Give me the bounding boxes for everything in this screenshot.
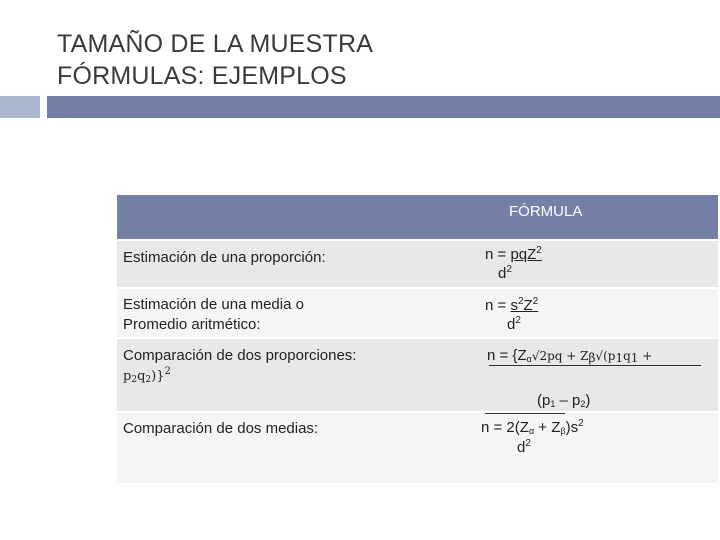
formula-numerator bbox=[481, 418, 584, 437]
table-row bbox=[117, 289, 718, 337]
table-row bbox=[117, 339, 718, 411]
num-b-exp: 2 bbox=[532, 296, 539, 307]
cont-p: p bbox=[123, 369, 132, 384]
p1-sub: 1 bbox=[615, 351, 624, 365]
formula-num bbox=[510, 246, 541, 263]
accent-bar-left bbox=[0, 96, 40, 118]
den-text: d bbox=[498, 265, 507, 282]
formula-lhs: n = bbox=[485, 246, 511, 263]
row-label: Comparación de dos medias: bbox=[123, 420, 319, 437]
accent-bar-right bbox=[47, 96, 720, 118]
formula-denominator bbox=[537, 391, 590, 410]
cont-p-sub: 2 bbox=[131, 375, 138, 385]
row-label: Estimación de una proporción: bbox=[123, 249, 326, 266]
z-alpha-sub: α bbox=[526, 354, 532, 364]
row-label-continuation bbox=[123, 367, 171, 387]
title-line-2: FÓRMULAS: EJEMPLOS bbox=[57, 62, 347, 90]
fraction-line bbox=[489, 365, 701, 366]
row-label-line-1: Comparación de dos proporciones: bbox=[123, 347, 357, 364]
z-beta-sub: β bbox=[560, 426, 566, 436]
sqrt-p1q1: √(p bbox=[595, 349, 616, 363]
den-mid: – p bbox=[555, 392, 581, 409]
den-text: d bbox=[507, 316, 516, 333]
formula-denominator bbox=[498, 264, 512, 283]
formula-denominator bbox=[507, 315, 521, 334]
cont-close: )} bbox=[151, 369, 165, 384]
formula-numerator bbox=[487, 346, 652, 366]
z-text: Z bbox=[551, 419, 561, 436]
tail-text: )s bbox=[565, 419, 579, 436]
den-exp: 2 bbox=[506, 264, 512, 275]
row-label-line-2: Promedio aritmético: bbox=[123, 316, 261, 333]
z-beta-sub: β bbox=[588, 351, 596, 365]
den-close: ) bbox=[585, 392, 591, 409]
cont-q-sub: 2 bbox=[145, 375, 152, 385]
den-p2-sub: 2 bbox=[580, 399, 586, 409]
formula-lhs: n = 2(Z bbox=[481, 419, 529, 436]
formula-table bbox=[117, 195, 718, 456]
table-header bbox=[117, 195, 718, 239]
header-formula-label: FÓRMULA bbox=[509, 203, 583, 220]
row-label-line-1: Estimación de una media o bbox=[123, 296, 304, 313]
plus-sign: + bbox=[638, 349, 653, 363]
formula-numerator bbox=[485, 296, 538, 315]
formula-lhs: n = bbox=[485, 297, 511, 314]
plus-sign: + bbox=[534, 419, 552, 436]
sqrt-2pq: √2pq + Z bbox=[531, 349, 589, 363]
formula-numerator bbox=[485, 245, 542, 264]
den-p1-sub: 1 bbox=[550, 399, 556, 409]
den-text: d bbox=[517, 439, 526, 456]
title-line-1: TAMAÑO DE LA MUESTRA bbox=[57, 30, 374, 58]
z-alpha-sub: α bbox=[528, 426, 535, 436]
q1-sub: 1 bbox=[630, 351, 639, 365]
den-exp: 2 bbox=[525, 438, 531, 449]
table-row bbox=[117, 413, 718, 483]
cont-q: q bbox=[137, 369, 146, 384]
slide-title bbox=[57, 28, 373, 92]
formula-num bbox=[510, 297, 538, 314]
table-row bbox=[117, 241, 718, 287]
den-open: (p bbox=[537, 392, 551, 409]
q-text: q bbox=[623, 349, 631, 363]
formula-lhs: n = {Z bbox=[487, 347, 527, 364]
cont-exp: 2 bbox=[164, 366, 171, 377]
den-exp: 2 bbox=[515, 315, 521, 326]
fraction-line bbox=[485, 413, 565, 414]
num-a: s bbox=[510, 297, 518, 314]
formula-denominator bbox=[517, 438, 531, 457]
num-a-exp: 2 bbox=[517, 296, 524, 307]
num-text: pqZ bbox=[510, 246, 537, 263]
tail-exp: 2 bbox=[578, 418, 584, 429]
num-b: Z bbox=[523, 297, 533, 314]
num-exp: 2 bbox=[536, 245, 542, 256]
